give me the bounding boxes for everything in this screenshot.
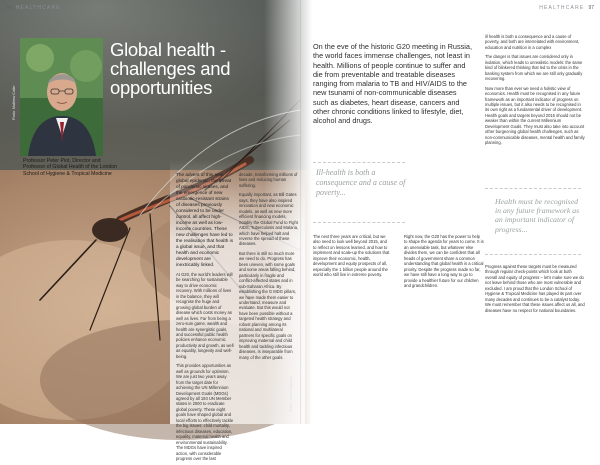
body-paragraph: The advent of this new global epidemic, the threat of pandemic viruses, and the emergence of new antibiotic-resistant strains of diseases previously considered to be under control, all affect high-income as well as low-income countries. These new challenges have led to the realisation that health is a global issue, and that health and economic development are inextricably linked. [176,172,234,267]
body-paragraph: At G20, the world's leaders will be searching for sustainable way to drive economic recovery. With millions of lives in the balance, they will recognise the huge and growing global burden of disease which costs money as well as lives. Far from being a zero-sum game, wealth and health are synergistic goals, and successful public health policies enhance economic productivity and growth, as well as equality, longevity and well-being. [176,272,234,359]
body-paragraph: ill health is both a consequence and a cause of poverty, and both are interrelated with environment, education and nutrition in a complex [485,34,580,50]
body-column-5 [485,34,585,150]
pull-quote-middle: Ill-health is both a consequence and a cause of poverty... [316,168,406,197]
pull-quote-right: Health must be recognised in any future framework as an important indicator of progress... [495,197,580,234]
body-paragraph: decade, transforming millions of lives and reducing human suffering. [239,172,298,188]
portrait-caption: Professor Peter Piot, Director and Professor of Global Health of the London School of Hygiene & Tropical Medicine [23,158,118,177]
section-label-right: HEALTHCARE [539,5,585,11]
author-portrait [20,38,103,156]
body-paragraph: Progress against these targets must be measured through regular check-points which look at both overall and equity of progress – let's make sure we do not leave behind those who are most vulnerable and excluded. I am proud that the London School of Hygiene & Tropical Medicine has played its part over many decades and continues to be a catalyst today. We must remember that these issues affect us all, and diseases have no respect for national boundaries. [485,264,585,313]
page-gutter [300,0,301,424]
body-column-2 [239,172,299,364]
portrait-photo-credit: Photo: Matthew Cutler [12,85,16,120]
body-column-1 [176,172,234,465]
body-column-6 [485,264,585,317]
body-column-3 [313,234,391,282]
background-photo-credit: Photo: James Gathany [289,376,293,412]
article-headline: Global health - challenges and opportunities [110,39,231,98]
body-paragraph: Right now, the G20 has the power to help to shape the agenda for years to come. It is an unenviable task, but whatever else divides them, we can be confident that all heads of government share a common understanding that global health is a critical priority. Despite the progress made so far, we have still have a long way to go to provide a healthier future for our children and grandchildren. [404,234,484,289]
body-column-4 [404,234,484,293]
body-paragraph: This provides opportunities as well as grounds for optimism. We are just two years away from the target date for achieving the UN Millennium Development Goals (MDGs) agreed by all 193 UN Member states in 2000 to eradicate global poverty. These eight goals have shaped global and local efforts to effectively tackle the big issues: child mortality, infectious diseases, education, equality, maternal health and environmental sustainability. The MDGs have inspired action, with considerable progress over the last [176,363,234,461]
section-label-left: HEALTHCARE [15,5,61,11]
pull-quote-rule-top [485,188,581,189]
pull-quote-rule-bottom [485,254,581,255]
portrait-image [20,38,103,156]
folio-left [6,5,61,11]
folio-right [539,5,594,11]
body-paragraph: The danger is that issues are considered only in isolation, which leads to unrealistic models: the same kind of blinkered thinking that led to the crisis in the banking system from which we are still only gradually recovering. [485,54,583,82]
body-paragraph: The next three years are critical, but we also need to look well beyond 2015, and to reflect on lessons learned, and how to implement and scale-up the solutions that improve their economic, health, development and equity prospects of all, especially the 1 billion people around the world who still live in extreme poverty. [313,234,390,278]
body-paragraph: Equally important, as Bill Gates says, they have also inspired innovation and new economic models, as well as new more efficient financing models, notably the Global Fund to Fight AIDS, Tuberculosis and Malaria, which have helped halt and reverse the spread of these diseases. [239,192,299,247]
body-paragraph: But there is still so much more we need to do. Progress has been uneven, with some goals and some areas falling behind, particularly in fragile and conflict-affected states and in sub-Saharan Africa. By establishing the G MDG pillars, we have made them easier to understand, measure and evaluate. But this would not have been possible without a targeted health strategy and robust planning among its national and multilateral partners for specific goals on improving maternal and child health and tackling infectious diseases, is inseparable from many of the other goals. [239,250,297,360]
page-number-right: 97 [588,5,594,11]
article-intro: On the eve of the historic G20 meeting in Russia, the world faces immense challenges, not least in health. Millions of people continue to suffer and die from preventable and treatable diseases ranging from malaria to TB and HIV/AIDS to the new tsunami of non-communicable diseases such as diabetes, heart disease, cancers and other chronic conditions linked to lifestyle, diet, alcohol and drugs. [313,42,472,126]
body-paragraph: Now more than ever we need a holistic view of economics. Health must be recognised in any future framework as an important indicator of progress on multiple issues, but it also needs to be recognised in its own right as a fundamental driver of development. Health goals and targets beyond 2015 should not be weaker than within the current Millennium Development Goals. They must also take into account other burgeoning global health challenges, such as non-communicable diseases, mental health and family planning. [485,85,585,146]
pull-quote-rule-top [313,162,405,163]
page-number-left: 96 [6,5,12,11]
pull-quote-rule-bottom [313,222,405,223]
